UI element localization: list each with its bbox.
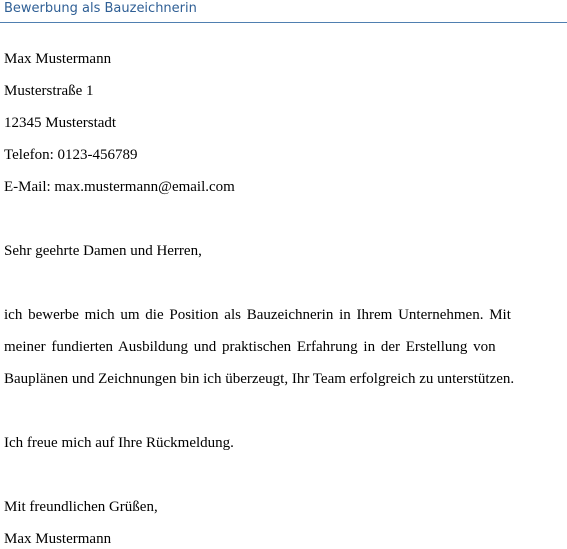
document-title: Bewerbung als Bauzeichnerin — [4, 1, 197, 16]
document-header — [0, 0, 567, 23]
sender-name: Max Mustermann — [4, 51, 112, 67]
sender-phone: Telefon: 0123-456789 — [4, 147, 138, 163]
sender-street: Musterstraße 1 — [4, 83, 94, 99]
paragraph-line: ich bewerbe mich um die Position als Bauzeichnerin in Ihrem Unternehmen. Mit — [4, 307, 511, 323]
closing-paragraph: Ich freue mich auf Ihre Rückmeldung. — [4, 435, 234, 451]
sender-email: E-Mail: max.mustermann@email.com — [4, 179, 235, 195]
salutation: Sehr geehrte Damen und Herren, — [4, 243, 202, 259]
closing-phrase: Mit freundlichen Grüßen, — [4, 499, 158, 515]
signature-name: Max Mustermann — [4, 531, 112, 547]
paragraph-line: Bauplänen und Zeichnungen bin ich überzeugt, Ihr Team erfolgreich zu unterstützen. — [4, 371, 515, 387]
paragraph-line: meiner fundierten Ausbildung und praktischen Erfahrung in der Erstellung von — [4, 339, 496, 355]
sender-city: 12345 Musterstadt — [4, 115, 117, 131]
